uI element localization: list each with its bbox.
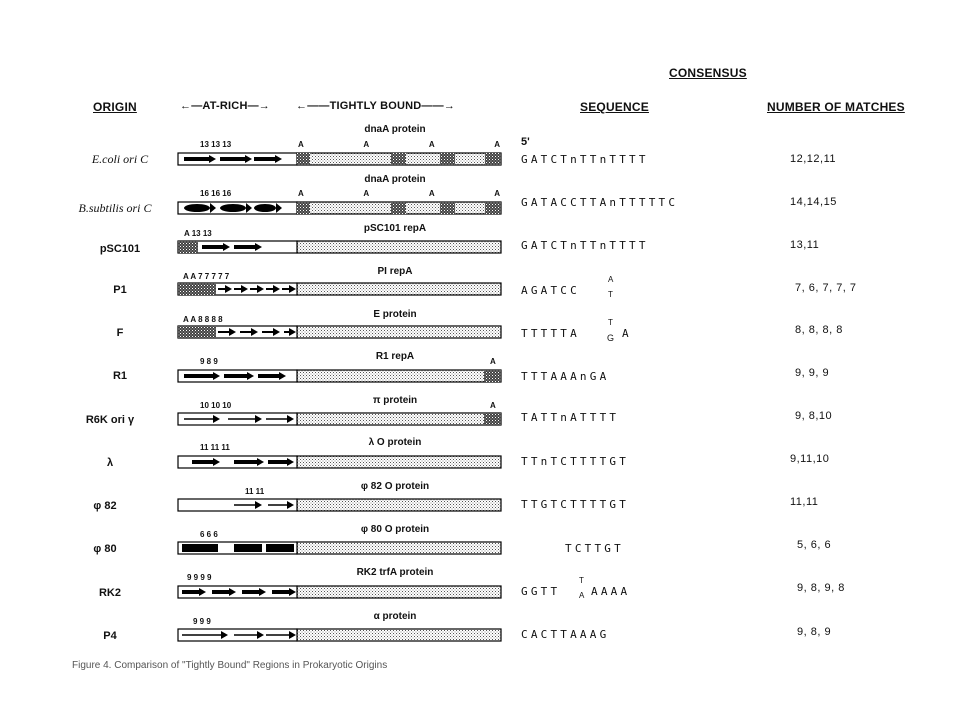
repeat-numbers-p1: A A 7 7 7 7 7 [183, 272, 230, 281]
origin-lambda: λ [106, 457, 114, 469]
origin-phi82: φ 82 [93, 500, 117, 512]
repeat-arrow-phi80-1 [234, 544, 262, 552]
sequence-r1: TTTAAAnGA [521, 370, 610, 383]
variant-p1-bottom: T [608, 290, 613, 299]
matches-lambda: 9,11,10 [790, 453, 830, 465]
repeat-arrow-phi80-2 [266, 544, 294, 552]
matches-r1: 9, 9, 9 [795, 367, 830, 379]
variant-p1-top: A [608, 275, 614, 284]
a-site-block-ecoli-0 [297, 153, 310, 165]
tightly-bound-region-phi82 [297, 499, 501, 511]
a-site-block-ecoli-2 [440, 153, 455, 165]
sequence-header: SEQUENCE [580, 100, 649, 114]
repeat-arrow-phi80-0 [182, 544, 218, 552]
matches-bsubtilis: 14,14,15 [790, 196, 837, 208]
sequence-psc101: GATCTnTTnTTTT [521, 239, 649, 252]
at-rich-header: ←—AT-RICH—→ [180, 100, 270, 112]
protein-label-phi80: φ 80 O protein [360, 524, 430, 535]
origin-bsubtilis: B.subtilis ori C [78, 201, 152, 215]
repeat-numbers-lambda: 11 11 11 [200, 443, 230, 452]
origin-rk2: RK2 [98, 587, 121, 599]
origin-r1: R1 [112, 370, 128, 382]
tightly-bound-region-p4 [297, 629, 501, 641]
repeat-arrow-bsubtilis-1-body [220, 204, 246, 212]
variant-rk2-tail: AAAA [591, 585, 631, 598]
protein-label-rk2: RK2 trfA protein [356, 567, 434, 578]
five-prime-label: 5' [521, 136, 530, 148]
sequence-rk2: GGTT [521, 585, 561, 598]
tightly-bound-region-r1 [297, 370, 501, 382]
repeat-numbers-ecoli: 13 13 13 [200, 140, 232, 149]
repeat-arrow-bsubtilis-2-body [254, 204, 276, 212]
tightly-bound-region-r6k [297, 413, 501, 425]
variant-rk2-top: T [579, 576, 584, 585]
sequence-lambda: TTnTCTTTTGT [521, 455, 630, 468]
protein-label-psc101: pSC101 repA [363, 223, 427, 234]
tightly-bound-region-rk2 [297, 586, 501, 598]
tightly-bound-header: ←——TIGHTLY BOUND——→ [296, 100, 456, 112]
sequence-r6k: TATTnATTTT [521, 411, 620, 424]
tightly-bound-region-lambda [297, 456, 501, 468]
variant-rk2-bottom: A [579, 591, 585, 600]
origin-phi80: φ 80 [93, 543, 117, 555]
at-block-f-0 [178, 326, 216, 338]
tightly-bound-region-p1 [297, 283, 501, 295]
a-marker-r6k: A [490, 401, 496, 410]
origin-f: F [116, 327, 124, 339]
origin-r6k: R6K ori γ [85, 414, 135, 426]
a-site-block-bsubtilis-3 [485, 202, 501, 214]
tightly-bound-region-phi80 [297, 542, 501, 554]
matches-ecoli: 12,12,11 [790, 153, 837, 165]
a-site-block-ecoli-3 [485, 153, 501, 165]
a-marker-r1: A [490, 357, 496, 366]
repeat-numbers-phi82: 11 11 [245, 487, 265, 496]
protein-label-lambda: λ O protein [368, 437, 422, 448]
repeat-numbers-psc101: A 13 13 [184, 229, 212, 238]
at-block-psc101-0 [178, 241, 198, 253]
a-markers-ecoli: A A A A [298, 140, 500, 149]
origin-psc101: pSC101 [99, 243, 141, 255]
consensus-header: CONSENSUS [669, 66, 747, 80]
sequence-ecoli: GATCTnTTnTTTT [521, 153, 649, 166]
a-site-block-bsubtilis-0 [297, 202, 310, 214]
origin-p4: P4 [103, 630, 117, 642]
matches-header: NUMBER OF MATCHES [767, 100, 905, 114]
at-block-p1-0 [178, 283, 216, 295]
repeat-numbers-rk2: 9 9 9 9 [187, 573, 212, 582]
matches-phi82: 11,11 [790, 496, 819, 508]
protein-label-p4: α protein [373, 611, 417, 622]
a-site-block-r6k-0 [484, 413, 501, 425]
protein-label-p1: PI repA [377, 266, 413, 277]
matches-p1: 7, 6, 7, 7, 7 [795, 282, 857, 294]
protein-label-r6k: π protein [372, 395, 418, 406]
matches-f: 8, 8, 8, 8 [795, 324, 843, 336]
tightly-bound-region-psc101 [297, 241, 501, 253]
repeat-numbers-phi80: 6 6 6 [200, 530, 218, 539]
a-markers-bsubtilis: A A A A [298, 189, 500, 198]
matches-p4: 9, 8, 9 [797, 626, 832, 638]
sequence-f: TTTTTA [521, 327, 580, 340]
matches-r6k: 9, 8,10 [795, 410, 833, 422]
sequence-p1: AGATCC [521, 284, 580, 297]
repeat-arrow-bsubtilis-0-body [184, 204, 210, 212]
variant-f-tail: A [622, 327, 632, 340]
protein-label-phi82: φ 82 O protein [360, 481, 430, 492]
repeat-numbers-r1: 9 8 9 [200, 357, 218, 366]
protein-label-bsubtilis: dnaA protein [364, 174, 426, 185]
sequence-phi80: TCTTGT [565, 542, 624, 555]
a-site-block-bsubtilis-2 [440, 202, 455, 214]
sequence-p4: CACTTAAAG [521, 628, 610, 641]
repeat-numbers-bsubtilis: 16 16 16 [200, 189, 232, 198]
origin-p1: P1 [113, 284, 127, 296]
protein-label-f: E protein [373, 309, 417, 320]
repeat-numbers-f: A A 8 8 8 8 [183, 315, 223, 324]
sequence-phi82: TTGTCTTTTGT [521, 498, 630, 511]
a-site-block-bsubtilis-1 [391, 202, 406, 214]
protein-label-ecoli: dnaA protein [364, 124, 426, 135]
variant-f-bottom: G [607, 333, 615, 343]
a-site-block-r1-0 [484, 370, 501, 382]
figure-caption: Figure 4. Comparison of "Tightly Bound" Regions in Prokaryotic Origins [72, 660, 388, 671]
matches-psc101: 13,11 [790, 239, 820, 251]
a-site-block-ecoli-1 [391, 153, 406, 165]
origin-header: ORIGIN [93, 100, 137, 114]
protein-label-r1: R1 repA [375, 351, 415, 362]
matches-phi80: 5, 6, 6 [797, 539, 832, 551]
variant-f-top: T [608, 318, 613, 327]
tightly-bound-region-f [297, 326, 501, 338]
repeat-numbers-p4: 9 9 9 [193, 617, 211, 626]
matches-rk2: 9, 8, 9, 8 [797, 582, 845, 594]
origin-ecoli: E.coli ori C [91, 152, 149, 166]
sequence-bsubtilis: GATACCTTAnTTTTTC [521, 196, 679, 209]
repeat-numbers-r6k: 10 10 10 [200, 401, 232, 410]
